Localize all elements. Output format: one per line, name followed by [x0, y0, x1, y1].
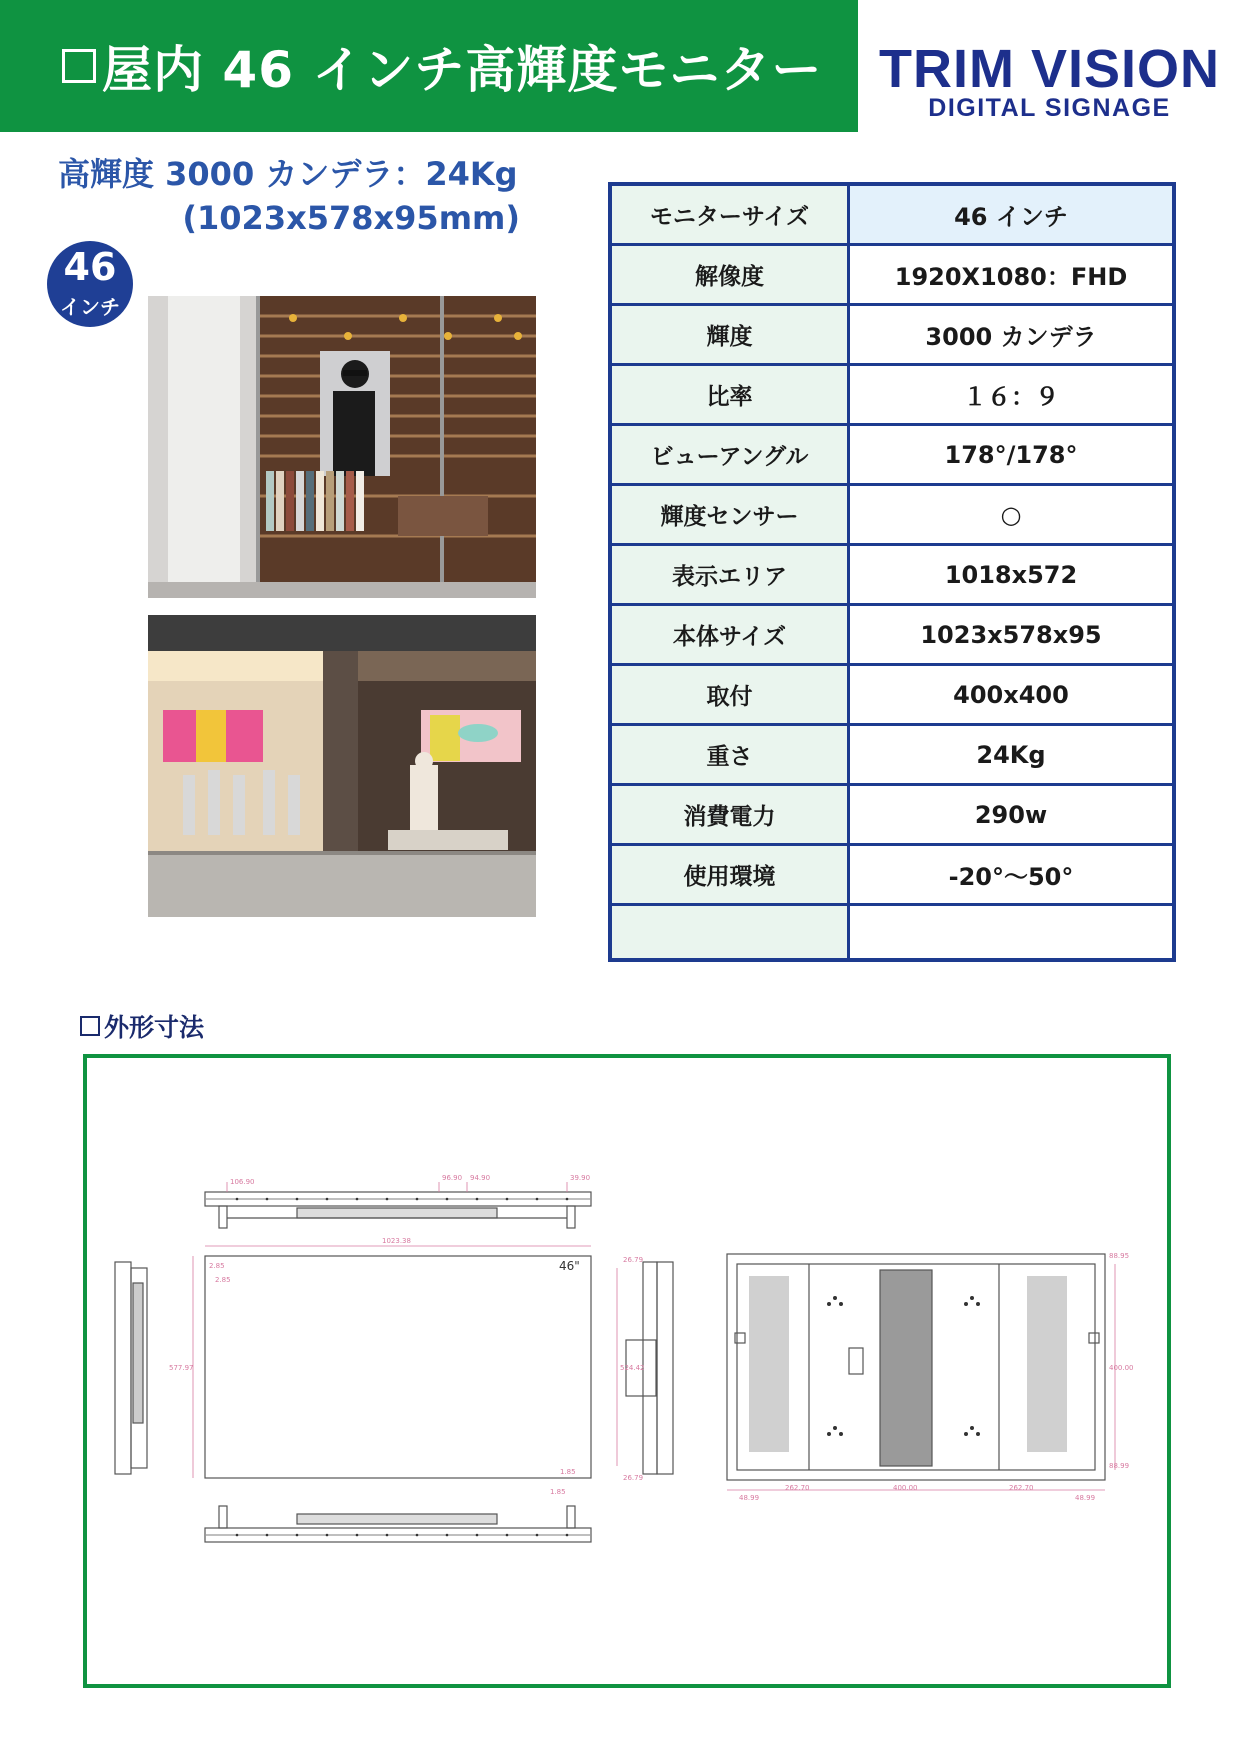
spec-value: 1023x578x95 — [920, 620, 1102, 649]
technical-drawing — [87, 1058, 1167, 1684]
subtitle-line-2: (1023x578x95mm) — [182, 199, 520, 237]
spec-row — [612, 726, 1172, 786]
page-title — [62, 30, 822, 102]
dimensions-heading — [80, 1008, 204, 1044]
dim-label: 524.42 — [620, 1364, 645, 1372]
dim-label: 26.79 — [623, 1256, 644, 1264]
spec-value: １６：９ — [963, 383, 1059, 411]
spec-key: 解像度 — [612, 246, 850, 303]
spec-value: 1018x572 — [944, 560, 1078, 589]
spec-value: 400x400 — [953, 680, 1069, 709]
spec-key: 取付 — [612, 666, 850, 723]
dim-label: 88.99 — [1109, 1462, 1130, 1470]
badge-number: 46 — [63, 245, 117, 289]
spec-row — [612, 486, 1172, 546]
dim-label: 262.70 — [785, 1484, 810, 1492]
spec-key: 表示エリア — [612, 546, 850, 603]
spec-key: 比率 — [612, 366, 850, 423]
dim-label: 2.85 — [215, 1276, 231, 1284]
spec-key: 本体サイズ — [612, 606, 850, 663]
spec-key: 輝度センサー — [612, 486, 850, 543]
spec-value: 24Kg — [976, 740, 1046, 769]
spec-value: -20°～50° — [948, 863, 1074, 891]
badge-unit: インチ — [60, 295, 120, 319]
brand-logo — [858, 0, 1241, 132]
spec-row — [612, 186, 1172, 246]
spec-key: 使用環境 — [612, 846, 850, 903]
spec-table — [608, 182, 1176, 962]
spec-row — [612, 306, 1172, 366]
dim-label: 400.00 — [893, 1484, 918, 1492]
product-subtitle — [58, 152, 528, 240]
spec-row — [612, 546, 1172, 606]
spec-value: 46 インチ — [850, 186, 1172, 243]
spec-key: 輝度 — [612, 306, 850, 363]
spec-key: 消費電力 — [612, 786, 850, 843]
storefront-photo-2 — [148, 615, 536, 917]
dim-label: 96.90 — [442, 1174, 463, 1182]
checkbox-square-icon — [62, 49, 96, 83]
spec-key: 重さ — [612, 726, 850, 783]
checkbox-square-icon — [80, 1016, 100, 1036]
spec-row — [612, 666, 1172, 726]
page-title-text: 屋内 46 インチ高輝度モニター — [102, 41, 823, 99]
spec-row — [612, 426, 1172, 486]
front-size-label: 46" — [559, 1259, 580, 1273]
spec-value: ○ — [1000, 500, 1022, 529]
spec-value: 3000 カンデラ — [925, 323, 1097, 351]
dim-label: 48.99 — [739, 1494, 760, 1502]
spec-row — [612, 786, 1172, 846]
dimensions-heading-text: 外形寸法 — [104, 1013, 205, 1042]
spec-value — [850, 906, 1172, 958]
spec-row — [612, 846, 1172, 906]
dim-label: 1.85 — [560, 1468, 576, 1476]
dim-label: 106.90 — [230, 1178, 255, 1186]
dim-label: 26.79 — [623, 1474, 644, 1482]
brand-tagline: DIGITAL SIGNAGE — [928, 94, 1171, 122]
dim-label: 48.99 — [1075, 1494, 1096, 1502]
dim-label: 39.90 — [570, 1174, 591, 1182]
spec-row — [612, 246, 1172, 306]
spec-row — [612, 606, 1172, 666]
subtitle-line-1: 高輝度 3000 カンデラ：24Kg — [58, 155, 518, 193]
spec-value: 1920X1080：FHD — [894, 263, 1128, 291]
brand-name: TRIM VISION — [878, 39, 1220, 99]
spec-value: 178°/178° — [944, 440, 1078, 469]
dim-label: 262.70 — [1009, 1484, 1034, 1492]
spec-key — [612, 906, 850, 958]
dim-label: 94.90 — [470, 1174, 491, 1182]
dim-label: 400.00 — [1109, 1364, 1134, 1372]
spec-row-empty — [612, 906, 1172, 958]
size-badge — [47, 241, 133, 327]
dimensions-drawing-frame — [83, 1054, 1171, 1688]
storefront-photo-1 — [148, 296, 536, 598]
spec-key: ビューアングル — [612, 426, 850, 483]
dim-label: 1.85 — [550, 1488, 566, 1496]
dim-label: 577.97 — [169, 1364, 194, 1372]
dim-label: 2.85 — [209, 1262, 225, 1270]
dim-label: 88.95 — [1109, 1252, 1130, 1260]
spec-key: モニターサイズ — [612, 186, 850, 243]
spec-value: 290w — [974, 800, 1048, 829]
spec-row — [612, 366, 1172, 426]
dim-label: 1023.38 — [382, 1237, 411, 1245]
